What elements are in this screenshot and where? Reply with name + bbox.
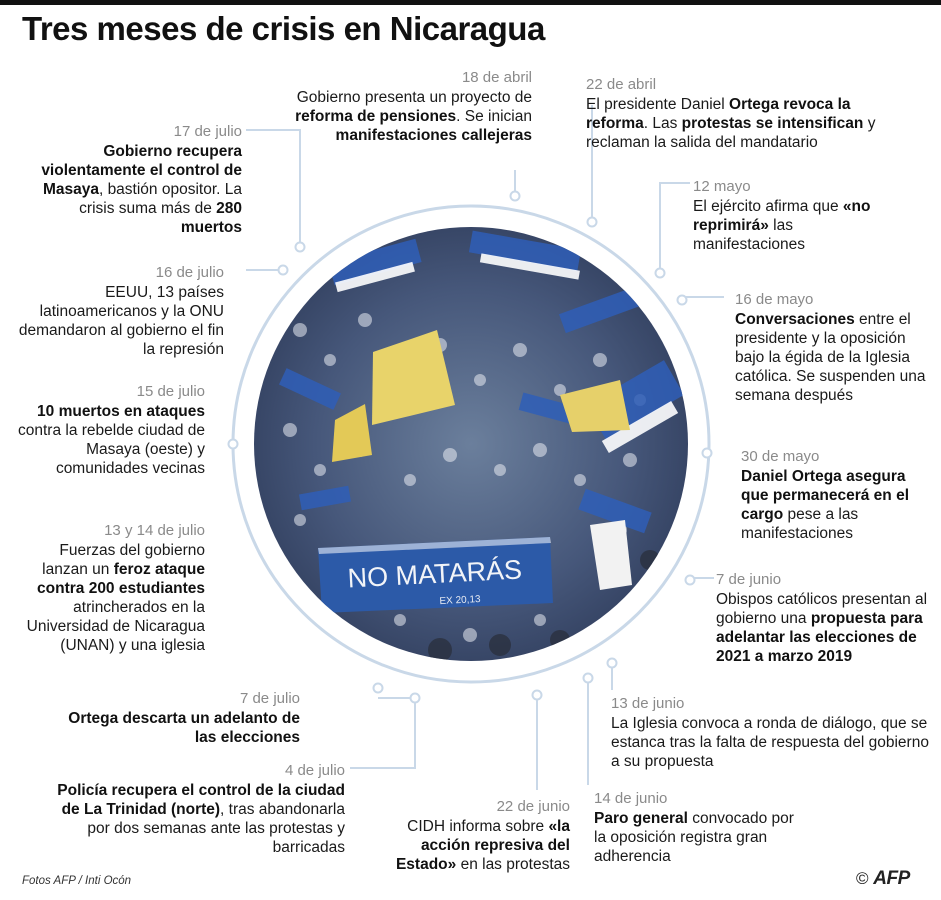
event-date: 14 de junio [594, 790, 668, 807]
event-date: 30 de mayo [741, 448, 820, 465]
event-date: 16 de mayo [735, 291, 814, 308]
event-description: Daniel Ortega asegura que permanecerá en el cargo pese a las manifestaciones [741, 468, 909, 542]
event-description: Ortega descarta un adelanto de las elecciones [68, 710, 300, 746]
event-12-mayo [693, 177, 908, 254]
banner-subtext: EX 20,13 [439, 593, 481, 608]
event-date: 7 de julio [239, 690, 300, 707]
event-description: Gobierno recupera violentamente el control de Masaya, bastión opositor. La crisis suma más de 280 muertos [41, 143, 242, 236]
event-description: CIDH informa sobre «la acción represiva del Estado» en las protestas [395, 818, 570, 873]
event-14-junio [594, 789, 809, 866]
event-date: 17 de julio [173, 123, 242, 140]
event-date: 13 de junio [611, 695, 685, 712]
banner-text: NO MATARÁS [346, 554, 523, 594]
event-13-14-julio [20, 521, 205, 655]
event-22-abril [586, 75, 916, 152]
event-date: 16 de julio [155, 264, 224, 281]
copyright-symbol: © [856, 869, 869, 888]
page-title: Tres meses de crisis en Nicaragua [22, 10, 545, 47]
event-date: 13 y 14 de julio [104, 522, 205, 539]
event-date: 4 de julio [284, 762, 345, 779]
event-30-mayo [741, 447, 936, 543]
event-description: Policía recupera el control de la ciudad de La Trinidad (norte), tras abandonarla por dos semanas ante las protestas y barricadas [57, 782, 345, 856]
event-13-junio [611, 694, 931, 771]
event-description: 10 muertos en ataques contra la rebelde ciudad de Masaya (oeste) y comunidades vecinas [18, 403, 205, 477]
event-description: Obispos católicos presentan al gobierno una propuesta para adelantar las elecciones de 2021 a marzo 2019 [716, 591, 928, 665]
event-description: Fuerzas del gobierno lanzan un feroz ataque contra 200 estudiantes atrincherados en la Universidad de Nicaragua (UNAN) y una iglesia [26, 542, 205, 654]
event-description: El presidente Daniel Ortega revoca la reforma. Las protestas se intensifican y reclaman la salida del mandatario [586, 96, 876, 151]
event-7-junio [716, 570, 936, 666]
event-date: 7 de junio [716, 571, 782, 588]
event-16-mayo [735, 290, 935, 405]
afp-logo: AFP [873, 868, 910, 889]
event-date: 22 de junio [496, 798, 570, 815]
event-description: El ejército afirma que «no reprimirá» las manifestaciones [693, 198, 871, 253]
event-date: 15 de julio [136, 383, 205, 400]
event-22-junio [362, 797, 570, 874]
event-date: 18 de abril [461, 69, 532, 86]
event-15-julio [12, 382, 205, 478]
event-description: Gobierno presenta un proyecto de reforma de pensiones. Se inician manifestaciones callejeras [295, 89, 532, 144]
event-7-julio [60, 689, 300, 747]
event-date: 12 mayo [693, 178, 751, 195]
event-date: 22 de abril [586, 76, 657, 93]
event-18-abril [270, 68, 532, 145]
event-description: EEUU, 13 países latinoamericanos y la ONU demandaron al gobierno el fin la represión [18, 284, 224, 358]
afp-copyright [856, 868, 910, 890]
event-description: Conversaciones entre el presidente y la oposición bajo la égida de la Iglesia católica. Se suspenden una semana después [735, 311, 926, 404]
event-description: Paro general convocado por la oposición registra gran adherencia [594, 810, 794, 865]
event-16-julio [12, 263, 224, 359]
event-4-julio [40, 761, 345, 857]
event-description: La Iglesia convoca a ronda de diálogo, que se estanca tras la falta de respuesta del gobierno a su propuesta [611, 715, 929, 770]
event-17-julio [30, 122, 242, 237]
photo-credit: Fotos AFP / Inti Ocón [22, 875, 132, 887]
